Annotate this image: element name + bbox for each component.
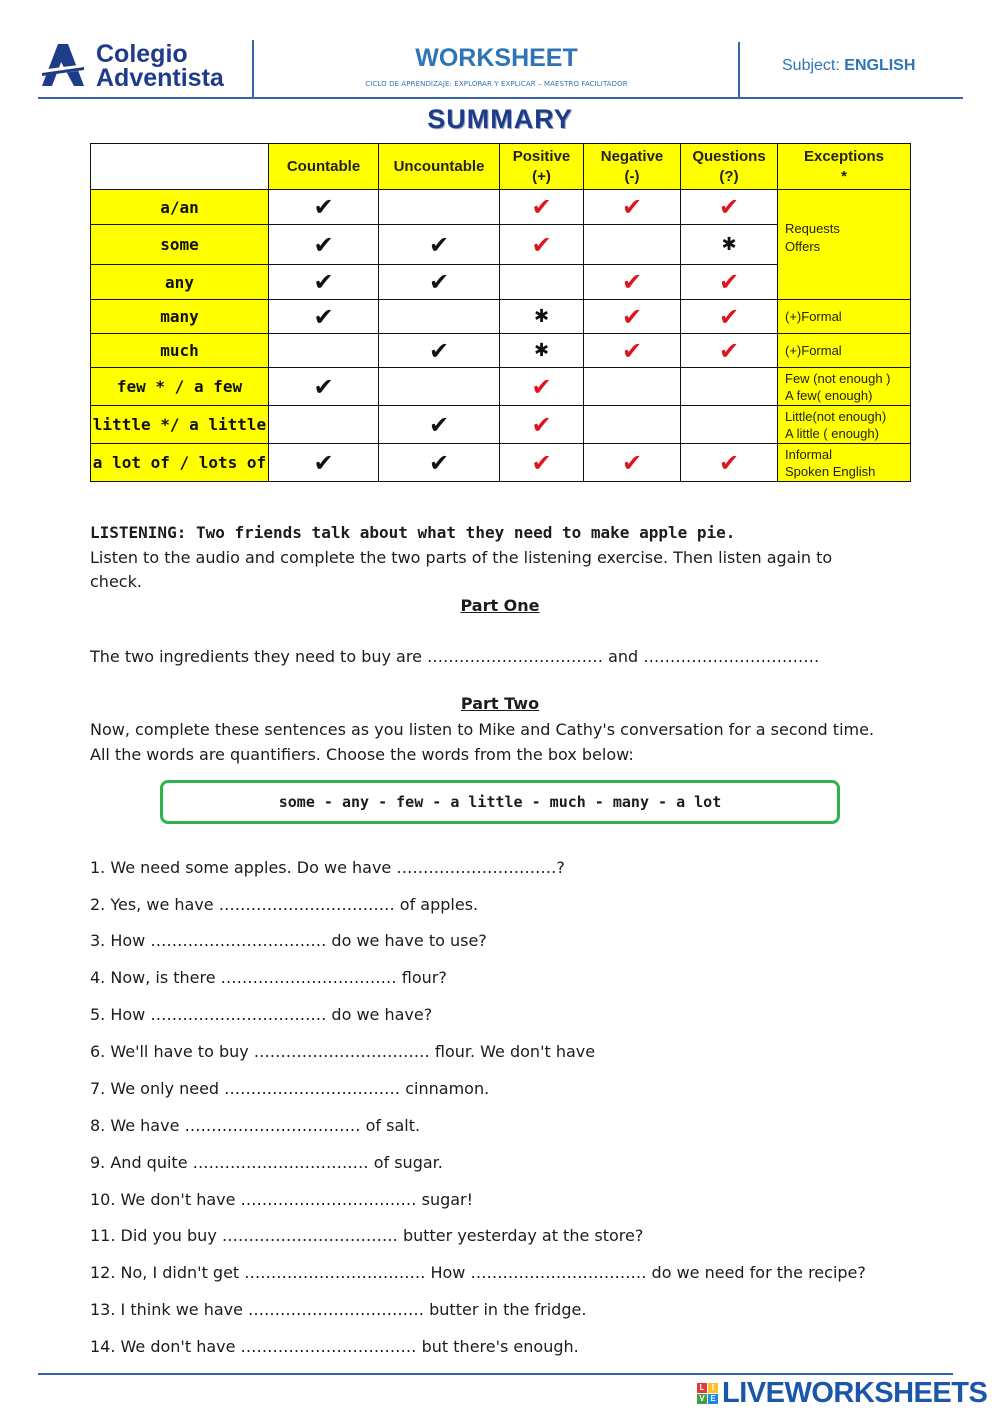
cell-much-positive [500,334,584,368]
question-3: 3. How …………………………… do we have to use? [90,931,487,950]
cell-many-negative [584,300,681,334]
a-an-negative-check-icon: ✔ [621,193,643,221]
few-countable-check-icon: ✔ [313,372,334,401]
cell-few-positive [500,368,584,406]
exception-offers: Offers [785,239,821,254]
cell-a-an-negative [584,190,681,225]
cell-few-negative [584,368,681,406]
exceptions-many [778,300,911,334]
liveworksheets-wordmark: LIVEWORKSHEETS [722,1377,988,1409]
cell-a-lot-of-negative [584,444,681,482]
school-name-line1: Colegio [96,40,188,68]
row-label-a-lot-of: a lot of / lots of [91,444,269,482]
part-two-heading: Part Two [460,694,540,713]
much-uncountable-check-icon: ✔ [428,336,450,365]
summary-title: SUMMARY [427,104,573,134]
little-uncountable-check-icon: ✔ [428,410,450,439]
much-negative-check-icon: ✔ [621,336,643,365]
cell-a-lot-of-positive [500,444,584,482]
table-header-row [91,144,911,190]
subject-value: ENGLISH [844,57,916,74]
table-row-a-an [91,190,911,225]
row-label-little: little */ a little [91,406,269,444]
cell-any-questions [681,265,778,300]
any-negative-check-icon: ✔ [621,268,643,296]
exception-much-line1: (+)Formal [785,342,842,358]
worksheet-subtitle: CICLO DE APRENDIZAJE: EXPLORAR Y EXPLICAR – MAESTRO FACILITADOR [365,80,628,88]
cell-any-negative [584,265,681,300]
a-lot-of-negative-check-icon: ✔ [621,448,643,477]
header-exceptions-line1: Exceptions [803,147,885,165]
header-exceptions-line2: * [841,167,847,185]
exception-a-lot-of-line1: Informal [785,446,832,462]
cell-many-uncountable [379,300,500,334]
row-label-few: few * / a few [91,368,269,406]
question-9: 9. And quite …………………………… of sugar. [90,1153,443,1172]
header-negative-line1: Negative [600,147,664,165]
question-5: 5. How …………………………… do we have? [90,1005,433,1024]
header-questions [681,144,778,190]
cell-some-positive [500,225,584,265]
part-two-intro-line2: All the words are quantifiers. Choose the words from the box below: [90,745,634,764]
listening-instructions-line2: check. [90,572,142,591]
some-questions-asterisk-icon: ✱ [721,234,737,255]
any-uncountable-check-icon: ✔ [428,268,450,296]
table-row-few [91,368,911,406]
exceptions-few [778,368,911,406]
part-two-intro-line1: Now, complete these sentences as you listen to Mike and Cathy's conversation for a second time. [90,720,875,739]
much-positive-asterisk-icon: ✱ [533,340,550,361]
part-one-sentence: The two ingredients they need to buy are …………………………… and …………………………… [90,647,820,666]
exceptions-a-lot-of [778,444,911,482]
cell-some-negative [584,225,681,265]
question-14: 14. We don't have …………………………… but there's enough. [90,1337,579,1356]
cell-little-negative [584,406,681,444]
school-name [96,42,224,90]
cell-a-lot-of-questions [681,444,778,482]
question-2: 2. Yes, we have …………………………… of apples. [90,895,479,914]
header-positive-line2: (+) [532,167,551,185]
row-label-some: some [91,225,269,265]
logo-letter-i: I [708,1383,718,1393]
cell-many-countable [269,300,379,334]
a-an-questions-check-icon: ✔ [718,193,740,221]
a-an-positive-check-icon: ✔ [531,193,552,221]
row-label-any: any [91,265,269,300]
cell-few-questions [681,368,778,406]
school-name-line2: Adventista [96,64,224,92]
exception-few-line1: Few (not enough ) [785,370,891,386]
row-label-much: much [91,334,269,368]
header-positive-line1: Positive [512,147,571,165]
liveworksheets-brand [697,1377,987,1410]
footer-line [38,1373,953,1375]
question-6: 6. We'll have to buy …………………………… flour. We don't have [90,1042,596,1061]
exceptions-little [778,406,911,444]
cell-some-countable [269,225,379,265]
cell-some-uncountable [379,225,500,265]
table-row-many [91,300,911,334]
cell-a-an-positive [500,190,584,225]
cell-little-countable [269,406,379,444]
cell-a-lot-of-uncountable [379,444,500,482]
cell-many-positive [500,300,584,334]
cell-a-an-uncountable [379,190,500,225]
many-negative-check-icon: ✔ [621,302,643,331]
subject-key: Subject: [782,57,840,74]
listening-title: LISTENING: Two friends talk about what they need to make apple pie. [90,523,736,542]
header-divider-left [252,40,254,98]
some-positive-check-icon: ✔ [531,230,552,259]
a-lot-of-questions-check-icon: ✔ [718,448,740,477]
any-questions-check-icon: ✔ [718,268,740,296]
exception-little-line1: Little(not enough) [785,408,887,424]
exceptions-much [778,334,911,368]
cell-a-an-questions [681,190,778,225]
question-7: 7. We only need …………………………… cinnamon. [90,1079,490,1098]
table-row-a-lot-of [91,444,911,482]
exception-little-line2: A little ( enough) [785,425,879,441]
row-label-a-an: a/an [91,190,269,225]
cell-any-uncountable [379,265,500,300]
question-11: 11. Did you buy …………………………… butter yesterday at the store? [90,1226,644,1245]
worksheet-title: WORKSHEET [415,44,578,72]
word-box: some - any - few - a little - much - many - a lot [160,780,840,824]
question-4: 4. Now, is there …………………………… flour? [90,968,447,987]
exception-many-line1: (+)Formal [785,308,842,324]
cell-little-uncountable [379,406,500,444]
cell-some-questions [681,225,778,265]
cell-a-lot-of-countable [269,444,379,482]
table-body [91,190,911,482]
exception-few-line2: A few( enough) [785,387,873,403]
exception-requests: Requests [785,221,840,236]
a-an-countable-check-icon: ✔ [313,193,334,221]
a-lot-of-positive-check-icon: ✔ [531,448,552,477]
school-logo-icon [38,40,88,90]
cell-any-positive [500,265,584,300]
question-1: 1. We need some apples. Do we have …………………………? [90,858,565,877]
cell-few-uncountable [379,368,500,406]
header-questions-line1: Questions [692,147,766,165]
cell-few-countable [269,368,379,406]
much-questions-check-icon: ✔ [718,336,740,365]
subject-label [782,57,915,75]
many-questions-check-icon: ✔ [718,302,740,331]
header-negative-line2: (-) [624,167,640,185]
listening-instructions-line1: Listen to the audio and complete the two parts of the listening exercise. Then listen again to [90,548,833,567]
header-questions-line2: (?) [719,167,739,185]
a-lot-of-uncountable-check-icon: ✔ [428,448,450,477]
cell-a-an-countable [269,190,379,225]
question-10: 10. We don't have …………………………… sugar! [90,1190,474,1209]
cell-much-negative [584,334,681,368]
quantifiers-summary-table [90,143,911,482]
table-row-much [91,334,911,368]
header-exceptions [778,144,911,190]
header-negative [584,144,681,190]
some-uncountable-check-icon: ✔ [428,230,450,259]
header-divider-right [738,42,740,98]
cell-any-countable [269,265,379,300]
logo-letter-l: L [697,1383,707,1393]
exceptions-requests-offers [778,190,911,300]
cell-much-questions [681,334,778,368]
table-row-little [91,406,911,444]
cell-much-countable [269,334,379,368]
logo-letter-e: E [708,1394,718,1404]
logo-letter-v: V [697,1394,707,1404]
header-positive [500,144,584,190]
little-positive-check-icon: ✔ [531,410,552,439]
some-countable-check-icon: ✔ [313,230,334,259]
part-one-heading: Part One [460,596,540,615]
cell-much-uncountable [379,334,500,368]
cell-little-positive [500,406,584,444]
many-positive-asterisk-icon: ✱ [533,306,550,327]
many-countable-check-icon: ✔ [313,302,334,331]
header-uncountable: Uncountable [379,144,500,190]
exception-a-lot-of-line2: Spoken English [785,463,876,479]
cell-little-questions [681,406,778,444]
header-underline [38,97,963,99]
liveworksheets-logo-icon [697,1383,718,1404]
any-countable-check-icon: ✔ [313,268,334,296]
header-countable: Countable [269,144,379,190]
question-8: 8. We have …………………………… of salt. [90,1116,421,1135]
cell-many-questions [681,300,778,334]
row-label-many: many [91,300,269,334]
question-13: 13. I think we have …………………………… butter in the fridge. [90,1300,587,1319]
question-12: 12. No, I didn't get ……………………………. How …………………………… do we need for the recipe? [90,1263,866,1282]
few-positive-check-icon: ✔ [531,372,552,401]
a-lot-of-countable-check-icon: ✔ [313,448,334,477]
header-blank-cell [91,144,269,190]
